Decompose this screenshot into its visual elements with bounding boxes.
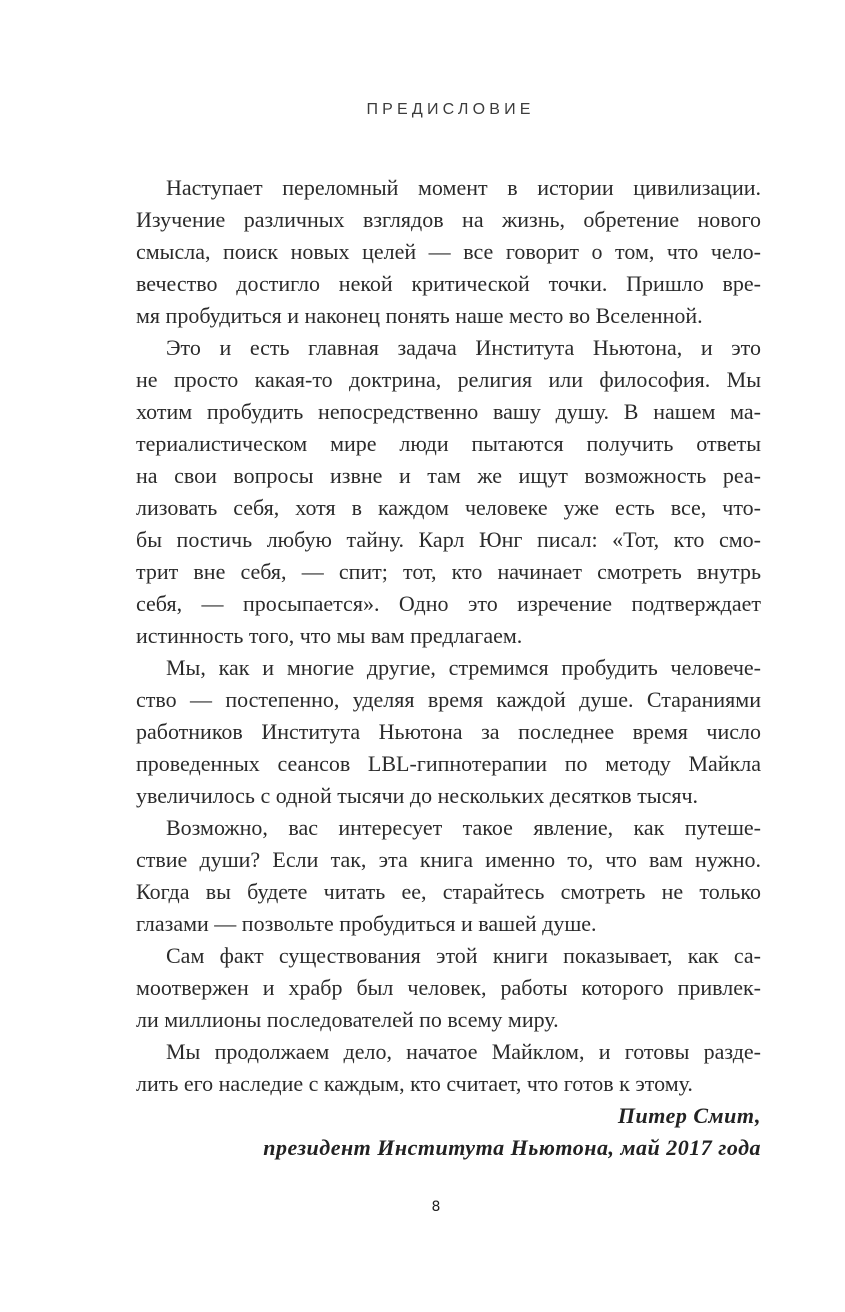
chapter-title: ПРЕДИСЛОВИЕ (366, 101, 535, 118)
body-text (136, 172, 761, 1100)
paragraph (136, 332, 761, 652)
text-line: увеличилось с одной тысячи до нескольких десятков тысяч. (136, 783, 699, 808)
text-line: трит вне себя, — спит; тот, кто начинает смотреть внутрь (136, 559, 761, 584)
text-line: работников Института Ньютона за последнее время число (136, 719, 761, 744)
text-line: Наступает переломный момент в истории цивилизации. (166, 175, 761, 200)
text-line: лить его наследие с каждым, кто считает, что готов к этому. (136, 1071, 693, 1096)
text-line: ли миллионы последователей по всему миру. (136, 1007, 559, 1032)
text-line: проведенных сеансов LBL-гипнотерапии по методу Майкла (136, 751, 761, 776)
page-number: 8 (431, 1199, 441, 1215)
text-line: Это и есть главная задача Института Ньютона, и это (166, 335, 761, 360)
signature-block (136, 1100, 761, 1164)
text-line: Возможно, вас интересует такое явление, как путеше- (166, 815, 761, 840)
text-line: ство — постепенно, уделяя время каждой душе. Стараниями (136, 687, 761, 712)
text-line: хотим пробудить непосредственно вашу душу. В нашем ма- (136, 399, 761, 424)
text-line: истинность того, что мы вам предлагаем. (136, 623, 523, 648)
text-line: себя, — просыпается». Одно это изречение подтверждает (136, 591, 761, 616)
text-line: глазами — позвольте пробудиться и вашей душе. (136, 911, 597, 936)
paragraph (136, 1036, 761, 1100)
text-line: Изучение различных взглядов на жизнь, обретение нового (136, 207, 761, 232)
text-line: вечество достигло некой критической точки. Пришло вре- (136, 271, 761, 296)
text-line: мя пробудиться и наконец понять наше место во Вселенной. (136, 303, 703, 328)
paragraph (136, 652, 761, 812)
text-line: на свои вопросы извне и там же ищут возможность реа- (136, 463, 761, 488)
paragraph (136, 172, 761, 332)
text-line: бы постичь любую тайну. Карл Юнг писал: «Тот, кто смо- (136, 527, 761, 552)
text-line: ствие души? Если так, эта книга именно то, что вам нужно. (136, 847, 761, 872)
text-line: Сам факт существования этой книги показывает, как са- (166, 943, 761, 968)
text-line: моотвержен и храбр был человек, работы которого привлек- (136, 975, 761, 1000)
text-line: лизовать себя, хотя в каждом человеке уже есть все, что- (136, 495, 761, 520)
text-line: Мы, как и многие другие, стремимся пробудить человече- (166, 655, 761, 680)
text-line: смысла, поиск новых целей — все говорит о том, что чело- (136, 239, 761, 264)
signature-name: Питер Смит, (617, 1103, 761, 1128)
text-line: Мы продолжаем дело, начатое Майклом, и готовы разде- (166, 1039, 761, 1064)
signature-role: президент Института Ньютона, май 2017 года (263, 1135, 761, 1160)
paragraph (136, 812, 761, 940)
text-line: териалистическом мире люди пытаются получить ответы (136, 431, 761, 456)
text-line: не просто какая-то доктрина, религия или философия. Мы (136, 367, 761, 392)
text-line: Когда вы будете читать ее, старайтесь смотреть не только (136, 879, 761, 904)
paragraph (136, 940, 761, 1036)
text-block (136, 172, 761, 1164)
